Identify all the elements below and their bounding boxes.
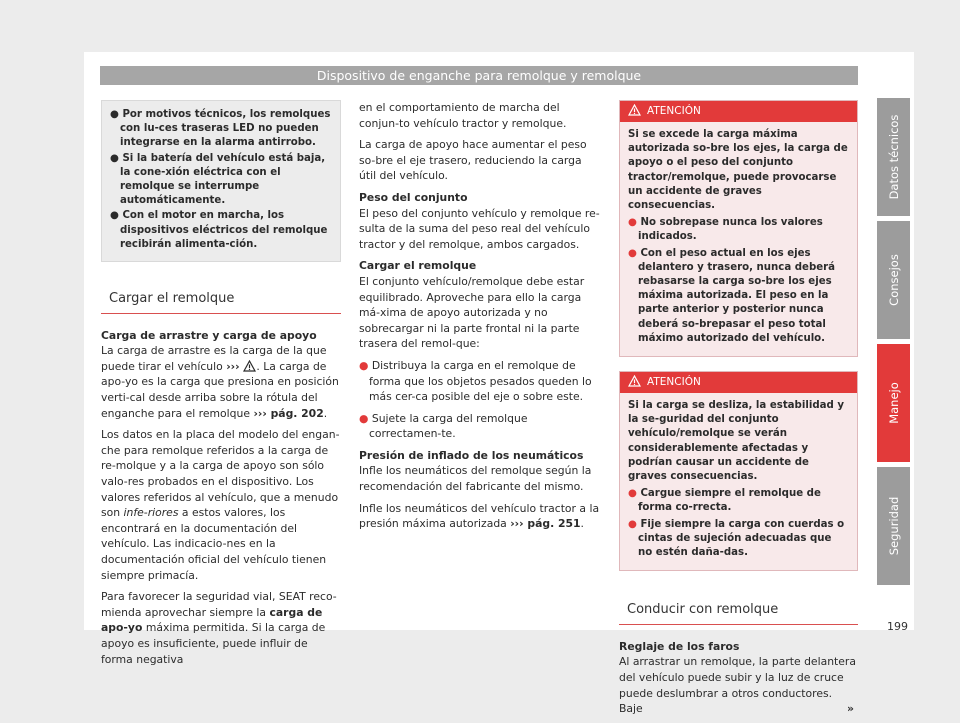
bullet-icon: ● xyxy=(628,518,637,530)
subheading: Cargar el remolque xyxy=(359,259,477,273)
tab-seguridad[interactable]: Seguridad xyxy=(877,467,910,585)
bullet-icon: ● xyxy=(110,210,119,222)
page-reference-link[interactable]: ››› pág. 251 xyxy=(510,517,581,531)
column-2 xyxy=(359,100,600,538)
page-reference-link[interactable]: ››› pág. 202 xyxy=(253,406,324,420)
page-header: Dispositivo de enganche para remolque y remolque xyxy=(100,66,858,85)
paragraph: La carga de arrastre es la carga de la que puede tirar el vehículo ››› . La carga de apo-yo es la carga que presiona en posición verti-cal desde arriba sobre la rótula del enganche para el remolque ››› pág. 202. xyxy=(101,344,339,420)
continue-arrow-icon: » xyxy=(847,702,854,716)
bullet-icon: ● xyxy=(110,109,119,120)
warning-item: ● Cargue siempre el remolque de forma co-rrecta. xyxy=(628,488,821,514)
list-item: ● Distribuya la carga en el remolque de forma que los objetos pesados queden lo más cer-ca posible del eje o sobre este. xyxy=(359,358,592,404)
warning-body: Si se excede la carga máxima autorizada so-bre los ejes, la carga de apoyo o el peso del conjunto tractor/remolque, puede provocarse un accidente de graves consecuencias. ● No sobrepase nunca los valores indicados. ● Con el peso actual en los ejes delantero y trasero, nunca deberá rebasarse la carga so-bre los ejes máxima autorizada. El peso en la parte anterior y posterior nunca deberá so-brepasar el peso total máximo autorizado del vehículo. xyxy=(620,122,857,356)
paragraph: Los datos en la placa del modelo del engan-che para remolque referidos a la carga de re-molque y a la carga de apoyo son sólo valo-res probados en el dispositivo. Los valores referidos al vehículo, que a menudo son infe-riores a estos valores, los encontrará en la documentación del vehículo. Las indicacio-nes en la documentación oficial del vehículo tienen siempre primacía. xyxy=(101,428,340,582)
warning-box xyxy=(619,371,858,571)
bullet-icon: ● xyxy=(628,488,637,500)
page-number: 199 xyxy=(887,620,908,633)
warning-triangle-icon xyxy=(243,360,256,372)
column-3 xyxy=(619,100,858,723)
list-item: ● Sujete la carga del remolque correctamen-te. xyxy=(359,411,528,441)
subheading: Reglaje de los faros xyxy=(619,639,740,653)
info-item: ● Por motivos técnicos, los remolques con lu-ces traseras LED no pueden integrarse en la alarma antirrobo. xyxy=(110,109,331,149)
subheading: Carga de arrastre y carga de apoyo xyxy=(101,328,317,342)
warning-header: ATENCIÓN xyxy=(620,101,857,122)
warning-box xyxy=(619,100,858,357)
paragraph: Al arrastrar un remolque, la parte delantera del vehículo puede subir y la luz de cruce puede deslumbrar a otros conductores. Baje » xyxy=(619,655,856,716)
paragraph: Para favorecer la seguridad vial, SEAT reco-mienda aprovechar siempre la carga de apo-yo máxima permitida. Si la carga de apoyo es insuficiente, puede influir de forma negativa xyxy=(101,590,337,666)
section-title: Conducir con remolque xyxy=(619,602,858,625)
bullet-icon: ● xyxy=(628,247,637,259)
tab-manejo[interactable]: Manejo xyxy=(877,344,910,462)
warning-item: ● Con el peso actual en los ejes delantero y trasero, nunca deberá rebasarse la carga so-bre los ejes máxima autorizada. El peso en la parte anterior y posterior nunca deberá so-brepasar el peso total máximo autorizado del vehículo. xyxy=(628,247,836,344)
bullet-icon: ● xyxy=(628,217,637,229)
paragraph: La carga de apoyo hace aumentar el peso so-bre el eje trasero, reduciendo la carga útil del vehículo. xyxy=(359,138,587,183)
info-box xyxy=(101,100,341,262)
info-item: ● Con el motor en marcha, los dispositivos eléctricos del remolque recibirán alimenta-ción. xyxy=(110,210,328,250)
warning-triangle-icon xyxy=(628,104,641,116)
warning-item: ● No sobrepase nunca los valores indicados. xyxy=(628,217,823,243)
info-item: ● Si la batería del vehículo está baja, la cone-xión eléctrica con el remolque se interrumpe automáticamente. xyxy=(110,152,326,207)
warning-header: ATENCIÓN xyxy=(620,372,857,393)
tab-datos-tecnicos[interactable]: Datos técnicos xyxy=(877,98,910,216)
bullet-icon: ● xyxy=(359,411,369,425)
section-title: Cargar el remolque xyxy=(101,291,341,314)
side-tabs xyxy=(877,98,910,590)
subheading: Presión de inflado de los neumáticos xyxy=(359,448,584,462)
bullet-icon: ● xyxy=(359,358,369,372)
paragraph: El peso del conjunto vehículo y remolque re-sulta de la suma del peso real del vehículo tractor y del remolque, ambos cargados. xyxy=(359,206,600,251)
subheading: Peso del conjunto xyxy=(359,190,468,204)
paragraph: Infle los neumáticos del remolque según la recomendación del fabricante del mismo. xyxy=(359,464,592,494)
tab-consejos[interactable]: Consejos xyxy=(877,221,910,339)
warning-item: ● Fije siempre la carga con cuerdas o cintas de sujeción adecuadas que no estén daña-das. xyxy=(628,518,845,559)
link-marker[interactable]: ››› xyxy=(226,360,256,373)
bullet-icon: ● xyxy=(110,152,119,164)
paragraph: El conjunto vehículo/remolque debe estar equilibrado. Aproveche para ello la carga má-xima de apoyo autorizada y no sobrecargar ni la parte frontal ni la parte trasera del remol-que: xyxy=(359,274,585,351)
column-1 xyxy=(101,100,341,673)
paragraph: en el comportamiento de marcha del conjun-to vehículo tractor y remolque. xyxy=(359,101,567,130)
paragraph: Infle los neumáticos del vehículo tractor a la presión máxima autorizada ››› pág. 251. xyxy=(359,501,600,531)
warning-body: Si la carga se desliza, la estabilidad y la se-guridad del conjunto vehículo/remolque se verán considerablemente afectadas y podrían causar un accidente de graves consecuencias. ● Cargue siempre el remolque de forma co-rrecta. ● Fije siempre la carga con cuerdas o cintas de sujeción adecuadas que no estén daña-das. xyxy=(620,393,857,570)
warning-triangle-icon xyxy=(628,375,641,387)
